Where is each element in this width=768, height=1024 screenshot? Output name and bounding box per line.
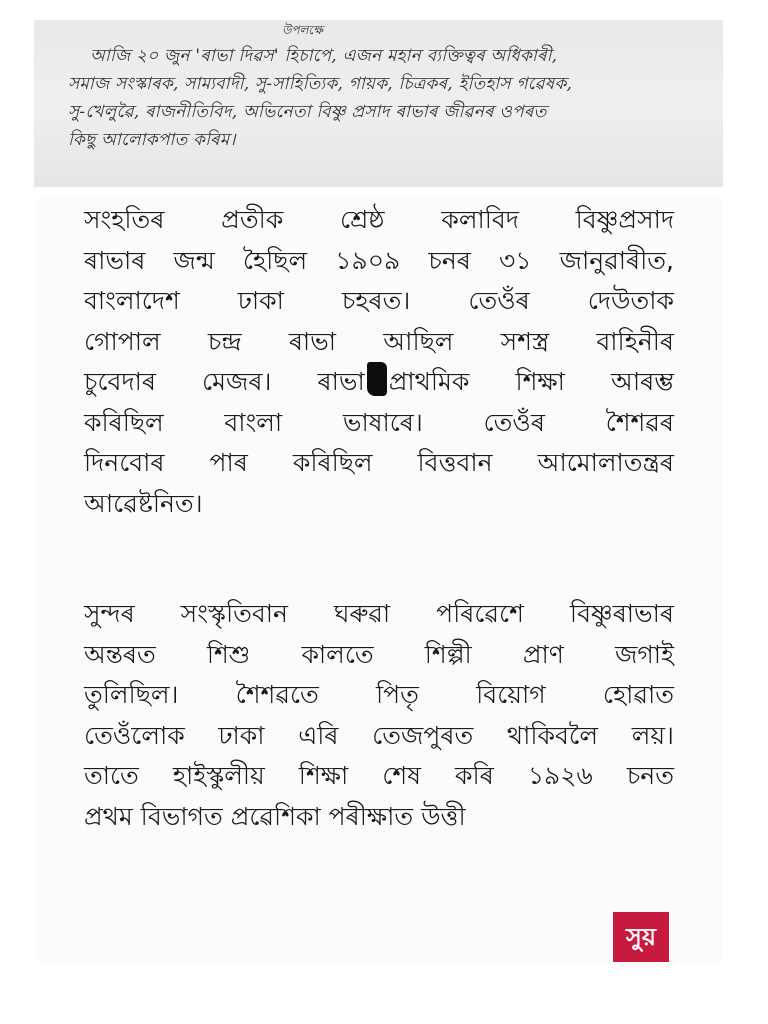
- paragraph-1-line: আৱেষ্টনিত।: [84, 488, 203, 518]
- paragraph-2: [84, 594, 674, 837]
- article-body: [84, 198, 674, 837]
- paragraph-1-line: গোপাল চন্দ্ৰ ৰাভা আছিল সশস্ত্ৰ বাহিনীৰ: [84, 326, 674, 356]
- line-segment: প্ৰাথমিক শিক্ষা আৰম্ভ: [388, 367, 674, 396]
- line-segment: চুবেদাৰ মেজৰ। ৰাভা: [84, 367, 365, 396]
- note-line-4: কিছু আলোকপাত কৰিম।: [68, 130, 236, 150]
- paragraph-1: [84, 198, 674, 524]
- paragraph-2-line: প্ৰথম বিভাগত প্ৰৱেশিকা পৰীক্ষাত উত্তী: [84, 801, 466, 831]
- paragraph-1-line: সংহতিৰ প্ৰতীক শ্ৰেষ্ঠ কলাবিদ বিষ্ণুপ্ৰসাদ: [84, 205, 674, 234]
- handwritten-note: [34, 20, 723, 187]
- paragraph-2-line: তেওঁলোক ঢাকা এৰি তেজপুৰত থাকিবলৈ লয়।: [84, 720, 674, 750]
- paragraph-1-line: কৰিছিল বাংলা ভাষাৰে। তেওঁৰ শৈশৱৰ: [84, 407, 674, 437]
- article-panel: [36, 198, 722, 962]
- paragraph-2-line: সুন্দৰ সংস্কৃতিবান ঘৰুৱা পৰিৱেশে বিষ্ণুৰাভাৰ: [84, 599, 674, 628]
- note-line-2: সমাজ সংস্কাৰক, সাম্যবাদী, সু-সাহিত্যিক, গায়ক, চিত্ৰকৰ, ইতিহাস গৱেষক,: [68, 74, 573, 94]
- note-line-3: সু-খেলুৱৈ, ৰাজনীতিবিদ, অভিনেতা বিষ্ণু প্ৰসাদ ৰাভাৰ জীৱনৰ ওপৰত: [68, 102, 547, 122]
- paragraph-2-line: তাতে হাইস্কুলীয় শিক্ষা শেষ কৰি ১৯২৬ চনত: [84, 761, 674, 790]
- paragraph-2-line: অন্তৰত শিশু কালতে শিল্পী প্ৰাণ জগাই: [84, 639, 674, 669]
- note-line-1: আজি ২০ জুন 'ৰাভা দিৱস' হিচাপে, এজন মহান ব্যক্তিত্বৰ অধিকাৰী,: [90, 46, 558, 66]
- paragraph-1-line: বাংলাদেশ ঢাকা চহৰত। তেওঁৰ দেউতাক: [84, 286, 674, 315]
- logo-badge: সুয়: [613, 912, 669, 962]
- ink-smudge-mark: [367, 362, 387, 396]
- paragraph-2-line: তুলিছিল। শৈশৱতে পিতৃ বিয়োগ হোৱাত: [84, 680, 674, 709]
- note-top-word: উপলক্ষে: [282, 23, 323, 37]
- paragraph-1-line: দিনবোৰ পাৰ কৰিছিল বিত্তবান আমোলাতন্ত্ৰৰ: [84, 448, 674, 477]
- paragraph-1-line-with-smudge: [84, 362, 674, 403]
- paragraph-1-line: ৰাভাৰ জন্ম হৈছিল ১৯০৯ চনৰ ৩১ জানুৱাৰীত,: [84, 245, 674, 275]
